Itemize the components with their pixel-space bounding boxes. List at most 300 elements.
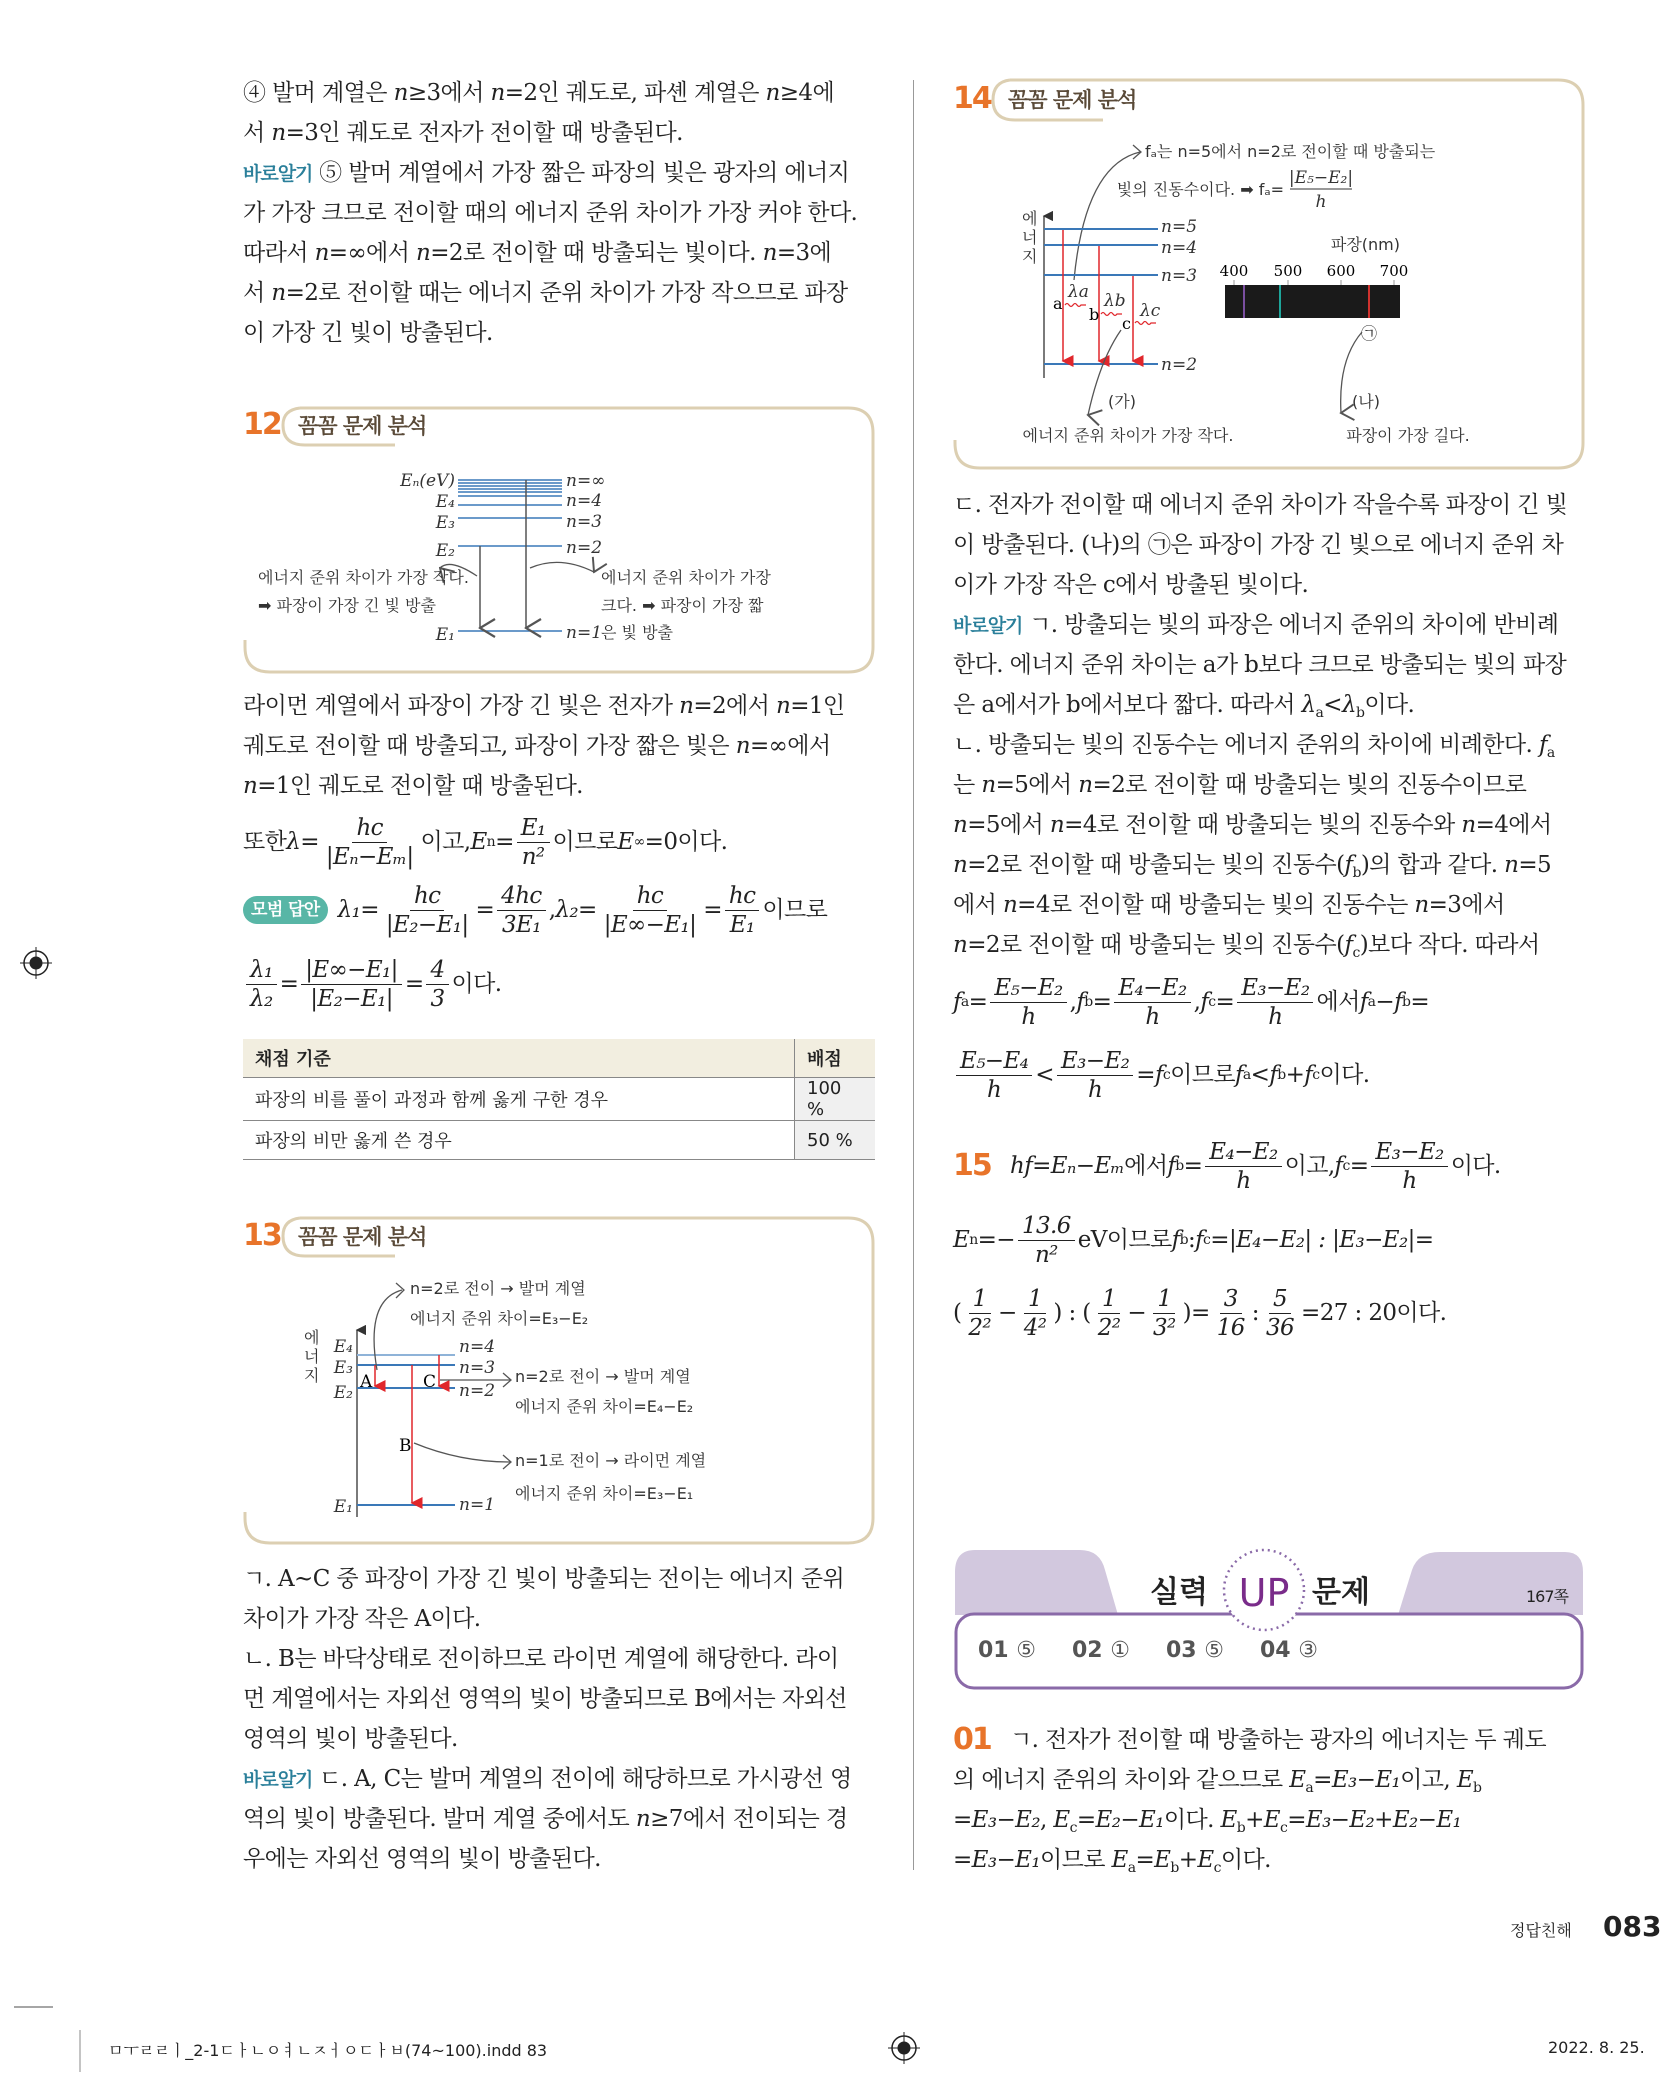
text-run: )의 합과 같다. xyxy=(1360,852,1505,878)
note: ➡ 파장이 가장 긴 빛 방출 xyxy=(258,596,436,615)
numerator: hc xyxy=(410,882,445,911)
text-run: 궤도로 전이할 때 방출되고, 파장이 가장 짧은 빛은 xyxy=(243,733,736,759)
numerator: |E∞−E₁| xyxy=(301,956,402,985)
text-run: < xyxy=(1035,1062,1054,1088)
text-line xyxy=(243,193,873,233)
text-line xyxy=(953,925,1583,965)
text-run: 에서 xyxy=(1316,989,1360,1015)
text-line xyxy=(953,1039,1583,1111)
text-run: 영역의 빛이 방출된다. xyxy=(243,1726,458,1752)
paragraph-q14 xyxy=(953,485,1583,965)
text-line xyxy=(953,725,1583,765)
text-line xyxy=(243,1639,873,1679)
text-line xyxy=(243,73,873,113)
label: (나) xyxy=(1352,392,1380,411)
text-run: : xyxy=(1187,1227,1196,1253)
pointer-curve xyxy=(414,1443,510,1462)
energy-levels xyxy=(458,480,562,631)
text-run: = xyxy=(1215,989,1235,1015)
subscript: b xyxy=(1179,1232,1188,1248)
text-run: =3인 궤도로 전자가 전이할 때 방출된다. xyxy=(285,120,683,146)
text-run: ㄱ. A~C 중 파장이 가장 긴 빛이 방출되는 전이는 에너지 준위 xyxy=(243,1566,845,1592)
math-symbol: E xyxy=(1456,1767,1474,1793)
text-run: =∞에서 xyxy=(328,240,416,266)
numerator: E₅−E₂ xyxy=(990,974,1066,1003)
formula-line xyxy=(953,1204,1583,1276)
text-run: =3에 xyxy=(776,240,832,266)
text-run: 또한 xyxy=(243,829,287,855)
math-symbol: =E xyxy=(1135,1847,1171,1873)
subscript: b xyxy=(1402,994,1411,1010)
denominator: 36 xyxy=(1265,1314,1295,1341)
text-run: = xyxy=(495,829,514,855)
denominator: h xyxy=(1145,1003,1160,1030)
denominator: h xyxy=(1402,1167,1417,1194)
scoring-table xyxy=(243,1039,875,1160)
text-run: 이므로 xyxy=(762,897,828,923)
text-line xyxy=(953,966,1583,1038)
text-line xyxy=(243,153,873,193)
numerator: 1 xyxy=(1024,1285,1046,1314)
fraction xyxy=(1237,974,1313,1031)
text-run: = xyxy=(1183,1153,1203,1179)
numerator: 4 xyxy=(426,956,448,985)
fraction xyxy=(1020,1285,1051,1342)
math-symbol: f xyxy=(953,989,961,1015)
text-line xyxy=(243,1839,873,1879)
text-line xyxy=(953,1720,1583,1760)
denominator: |Eₙ−Eₘ| xyxy=(325,843,414,870)
pointer-curve xyxy=(530,562,594,572)
math-symbol: n xyxy=(314,240,329,266)
denominator: 3² xyxy=(1153,1314,1176,1341)
subscript: a xyxy=(1367,994,1376,1010)
axis-label: 너 xyxy=(304,1347,320,1366)
text-line xyxy=(243,1559,873,1599)
denominator: h xyxy=(1088,1076,1103,1103)
correction-label: 바로알기 xyxy=(243,1769,313,1791)
page-reference: 167쪽 xyxy=(1526,1587,1568,1606)
text-run: ≥7에서 전이되는 경 xyxy=(650,1806,848,1832)
fraction xyxy=(382,882,473,939)
text-run: =1인 xyxy=(790,693,845,719)
question-number-01: 01 xyxy=(953,1722,991,1757)
label: E₄ xyxy=(435,492,455,512)
fraction xyxy=(1149,1285,1180,1342)
subscript: c xyxy=(1213,1860,1221,1876)
paragraph-q12 xyxy=(243,686,873,806)
math-symbol: f xyxy=(1304,1062,1313,1088)
fraction xyxy=(600,882,701,939)
paragraph-q11 xyxy=(243,73,873,353)
text-line xyxy=(243,1599,873,1639)
label: n=1 xyxy=(566,623,603,643)
math-symbol: n xyxy=(271,120,286,146)
math-symbol: f xyxy=(1167,1153,1176,1179)
math-symbol: λ xyxy=(1341,692,1356,718)
text-run: =4로 전이할 때 방출되는 빛의 진동수는 xyxy=(1017,892,1415,918)
text-run: = xyxy=(404,971,424,997)
numerator: 5 xyxy=(1269,1285,1291,1314)
text-run: 이므로 xyxy=(1039,1847,1112,1873)
math-symbol: λ xyxy=(286,829,301,855)
analysis-box-12 xyxy=(243,407,873,672)
numerator: hc xyxy=(725,882,760,911)
formula-line xyxy=(953,1277,1583,1349)
text-run: 이므로 xyxy=(1170,1062,1235,1088)
text-run: 에서 xyxy=(1124,1153,1168,1179)
text-run: 따라서 xyxy=(243,240,315,266)
text-line xyxy=(953,645,1583,685)
fraction xyxy=(246,956,277,1013)
subscript: b xyxy=(1352,865,1361,881)
text-run: ) : ( xyxy=(1053,1300,1091,1326)
text-run: =2로 전이할 때 방출되는 빛의 진동수( xyxy=(967,932,1345,958)
text-line xyxy=(953,1760,1583,1800)
section-label: 정답친해 xyxy=(1510,1921,1572,1940)
text-run: =2로 전이할 때 방출되는 빛의 진동수( xyxy=(967,852,1345,878)
fraction xyxy=(497,882,546,939)
label: λa xyxy=(1068,282,1089,302)
tick-label: 400 xyxy=(1219,262,1249,280)
text-line xyxy=(953,1204,1583,1276)
formula-line xyxy=(953,1039,1583,1111)
subscript: n xyxy=(969,1232,978,1248)
math-symbol: n xyxy=(243,773,258,799)
text-run: , xyxy=(1193,989,1201,1015)
math-symbol: =E₃−E₂+E₂−E₁ xyxy=(1287,1807,1462,1833)
math-symbol: +E xyxy=(1178,1847,1214,1873)
text-run: − xyxy=(1375,989,1395,1015)
label: E₃ xyxy=(333,1358,353,1378)
text-run: = xyxy=(300,829,319,855)
subscript: c xyxy=(1208,994,1216,1010)
denominator: λ₂ xyxy=(250,985,273,1012)
label: n=2 xyxy=(459,1381,496,1401)
numerator: E₃−E₂ xyxy=(1237,974,1313,1003)
label: n=4 xyxy=(459,1337,496,1357)
registration-mark-icon xyxy=(888,2032,920,2064)
text-line xyxy=(243,313,873,353)
math-symbol: n xyxy=(679,693,694,719)
text-run: =∞에서 xyxy=(749,733,831,759)
fraction xyxy=(1018,1212,1075,1269)
denominator: 2² xyxy=(1097,1314,1121,1341)
math-symbol: n xyxy=(490,80,505,106)
answer-item: 04 ③ xyxy=(1260,1638,1319,1663)
text-line xyxy=(953,685,1583,725)
math-symbol: =E₃−E₁ xyxy=(1313,1767,1401,1793)
label: E₁ xyxy=(333,1497,353,1517)
text-run: = xyxy=(360,897,379,923)
text-run: ㄷ. A, C는 발머 계열의 전이에 해당하므로 가시광선 영 xyxy=(312,1766,852,1792)
denominator: h xyxy=(987,1076,1002,1103)
math-symbol: λ₁ xyxy=(337,897,361,923)
math-symbol: f xyxy=(1269,1062,1278,1088)
denominator: 2² xyxy=(968,1314,992,1341)
math-symbol: f xyxy=(1200,989,1209,1015)
criteria-cell: 파장의 비를 풀이 과정과 함께 옳게 구한 경우 xyxy=(243,1078,795,1121)
label: n=3 xyxy=(1161,266,1198,286)
text-run: 이다. xyxy=(1364,692,1415,718)
text-run: eV이므로 xyxy=(1077,1227,1172,1253)
text-run: =2에서 xyxy=(693,693,776,719)
math-symbol: E xyxy=(1111,1847,1128,1873)
text-line xyxy=(953,885,1583,925)
text-run: 는 xyxy=(953,772,982,798)
box-title: 꼼꼼 문제 분석 xyxy=(298,1225,427,1249)
math-symbol: n xyxy=(1414,892,1429,918)
numerator: 1 xyxy=(1153,1285,1175,1314)
text-line xyxy=(243,1759,873,1799)
answer-item: 02 ① xyxy=(1072,1638,1131,1663)
text-line xyxy=(243,273,873,313)
axis-title: 파장(nm) xyxy=(1330,235,1400,254)
subscript: b xyxy=(1473,1780,1482,1796)
text-run: = xyxy=(475,897,495,923)
text-run: ≥4에 xyxy=(779,80,835,106)
math-symbol: f xyxy=(1076,989,1085,1015)
text-run: 우에는 자외선 영역의 빛이 방출된다. xyxy=(243,1846,601,1872)
math-symbol: n xyxy=(271,280,286,306)
tick-label: 600 xyxy=(1326,262,1356,280)
text-run: : xyxy=(1251,1300,1259,1326)
text-run: 이 가장 긴 빛이 방출된다. xyxy=(243,320,493,346)
numerator: 1 xyxy=(1098,1285,1120,1314)
math-symbol: f xyxy=(1334,1153,1343,1179)
question-number-15: 15 xyxy=(953,1148,991,1183)
subscript: a xyxy=(1546,745,1555,761)
math-symbol: f xyxy=(1234,1062,1243,1088)
label: λb xyxy=(1104,291,1126,311)
subscript: n xyxy=(486,834,496,850)
text-run: ⑤ 발머 계열에서 가장 짧은 파장의 빛은 광자의 에너지 xyxy=(312,160,850,186)
math-symbol: n xyxy=(1049,812,1065,838)
label: E₂ xyxy=(333,1383,353,1403)
text-run: ㄱ. 방출되는 빛의 파장은 에너지 준위의 차이에 반비례 xyxy=(1022,612,1559,638)
text-run: 차이가 가장 작은 A이다. xyxy=(243,1606,481,1632)
label: E₁ xyxy=(435,625,455,645)
label: A xyxy=(360,1372,373,1392)
math-symbol: n xyxy=(393,80,408,106)
text-run: 가 가장 크므로 전이할 때의 에너지 준위 차이가 가장 커야 한다. xyxy=(243,200,858,226)
denominator: |E∞−E₁| xyxy=(603,911,697,938)
text-run: = xyxy=(1410,989,1430,1015)
math-symbol: E xyxy=(1289,1767,1306,1793)
subscript: c xyxy=(1342,1158,1350,1174)
note: 에너지 준위 차이=E₃−E₂ xyxy=(410,1309,589,1328)
fraction xyxy=(322,814,418,871)
subscript: c xyxy=(1312,1067,1320,1083)
numerator: E₁ xyxy=(517,814,550,843)
math-symbol: hf=Eₙ−Eₘ xyxy=(1010,1153,1125,1179)
numerator: E₄−E₂ xyxy=(1205,1138,1281,1167)
text-run: = xyxy=(703,897,722,923)
photon-wave xyxy=(1065,304,1086,307)
marker-label: ㉠ xyxy=(1360,324,1378,343)
text-line xyxy=(953,605,1583,645)
math-symbol: f xyxy=(1154,1062,1163,1088)
pointer-curve xyxy=(1074,152,1140,280)
score-cell: 100 % xyxy=(795,1078,876,1121)
text-run: 에서 xyxy=(953,892,1003,918)
spectrum-bar xyxy=(1225,285,1400,318)
subscript: c xyxy=(1203,1232,1211,1248)
text-run: = xyxy=(578,897,597,923)
text-line xyxy=(243,874,873,946)
label: c xyxy=(1122,314,1131,333)
subscript: a xyxy=(1315,705,1324,721)
numerator: 1 xyxy=(969,1285,991,1314)
text-run: ㄷ. 전자가 전이할 때 에너지 준위 차이가 작을수록 파장이 긴 빛 xyxy=(953,492,1568,518)
text-run: 이다. xyxy=(1220,1847,1271,1873)
answer-item: 03 ⑤ xyxy=(1166,1638,1225,1663)
math-symbol: f xyxy=(1195,1227,1204,1253)
paragraph-q01 xyxy=(953,1720,1583,1880)
text-run: ㄴ. B는 바닥상태로 전이하므로 라이먼 계열에 해당한다. 라이 xyxy=(243,1646,839,1672)
text-line xyxy=(243,1799,873,1839)
text-line xyxy=(243,806,873,878)
subscript: c xyxy=(1352,945,1360,961)
text-run: 이고, xyxy=(1284,1153,1335,1179)
axis-label: 지 xyxy=(304,1366,320,1385)
text-run: =5에서 xyxy=(967,812,1050,838)
subscript: c xyxy=(1069,1820,1077,1836)
label: n=3 xyxy=(459,1358,496,1378)
numerator: E₅−E₄ xyxy=(956,1047,1032,1076)
label: E₃ xyxy=(435,513,455,533)
text-run: ④ 발머 계열은 xyxy=(243,80,394,106)
math-symbol: f xyxy=(1394,989,1402,1015)
subscript: c xyxy=(1162,1067,1171,1083)
text-run: = xyxy=(279,971,299,997)
box-title: 꼼꼼 문제 분석 xyxy=(1008,88,1137,112)
subscript: b xyxy=(1170,1860,1179,1876)
text-run: = xyxy=(1349,1153,1369,1179)
fraction xyxy=(964,1285,995,1342)
note: 에너지 준위 차이=E₄−E₂ xyxy=(515,1397,694,1416)
math-symbol: E xyxy=(470,829,487,855)
math-symbol: n xyxy=(762,240,777,266)
label: E₂ xyxy=(435,541,455,561)
note: n=1로 전이 → 라이먼 계열 xyxy=(515,1451,707,1470)
text-run: =2로 전이할 때 방출되는 빛의 진동수이므로 xyxy=(1092,772,1527,798)
text-run: 이다. xyxy=(1319,1062,1370,1088)
subscript: a xyxy=(1242,1067,1251,1083)
text-run: 의 에너지 준위의 차이와 같으므로 xyxy=(953,1767,1290,1793)
numerator: 3 xyxy=(1220,1285,1242,1314)
subscript: b xyxy=(1084,994,1093,1010)
math-symbol: n xyxy=(735,733,750,759)
text-line xyxy=(953,525,1583,565)
subscript: a xyxy=(1305,1780,1314,1796)
label: 은 빛 방출 xyxy=(601,623,673,642)
text-run: ㄴ. 방출되는 빛의 진동수는 에너지 준위의 차이에 비례한다. xyxy=(953,732,1539,758)
math-symbol: λ xyxy=(1301,692,1316,718)
file-name: ㅁㅜㄹㄹㅣ_2-1ㄷㅏㄴㅇㅕㄴㅈㅓㅇㄷㅏㅂ(74~100).indd 83 xyxy=(108,2041,548,2060)
text-line xyxy=(953,765,1583,805)
label: n=5 xyxy=(1161,217,1198,237)
text-run: , xyxy=(1069,989,1077,1015)
score-cell: 50 % xyxy=(795,1121,876,1160)
text-line xyxy=(243,726,873,766)
fraction xyxy=(426,956,448,1013)
math-symbol: n xyxy=(415,240,431,266)
text-run: = xyxy=(1136,1062,1155,1088)
numerator: hc xyxy=(633,882,668,911)
denominator: 16 xyxy=(1216,1314,1245,1341)
analysis-box-13 xyxy=(243,1218,873,1543)
math-symbol: n xyxy=(1002,892,1018,918)
text-run: 이다. xyxy=(451,971,502,997)
box-border xyxy=(245,408,873,672)
text-run: 이다. xyxy=(1163,1807,1221,1833)
formula-line xyxy=(243,948,873,1020)
math-symbol: =E₃−E₂ xyxy=(953,1807,1040,1833)
fraction xyxy=(1213,1285,1249,1342)
subscript: b xyxy=(1175,1158,1184,1174)
denominator: n² xyxy=(521,843,545,870)
text-run: 이가 가장 작은 c에서 방출된 빛이다. xyxy=(953,572,1309,598)
table-header-row xyxy=(243,1039,875,1078)
denominator: 3E₁ xyxy=(502,911,541,938)
pointer-curve xyxy=(374,1290,402,1370)
text-line xyxy=(953,845,1583,885)
text-run: ( xyxy=(953,1300,962,1326)
axis-label: 에 xyxy=(304,1328,320,1347)
text-line xyxy=(243,686,873,726)
text-run: )보다 작다. 따라서 xyxy=(1359,932,1540,958)
tick-label: 500 xyxy=(1273,262,1303,280)
note: 파장이 가장 길다. xyxy=(1346,426,1470,445)
note: 에너지 준위 차이가 가장 xyxy=(601,568,771,587)
question-number: 14 xyxy=(953,81,991,116)
math-symbol: =E₃−E₁ xyxy=(953,1847,1040,1873)
text-run: =4로 전이할 때 방출되는 빛의 진동수와 xyxy=(1064,812,1462,838)
text-run: 라이먼 계열에서 파장이 가장 긴 빛은 전자가 xyxy=(243,693,680,719)
text-run: 먼 계열에서는 자외선 영역의 빛이 방출되므로 B에서는 자외선 xyxy=(243,1686,847,1712)
text-line xyxy=(243,1679,873,1719)
math-symbol: f xyxy=(1344,932,1353,958)
formula-line xyxy=(1010,1130,1583,1202)
fraction xyxy=(1262,1285,1298,1342)
text-run: =1인 궤도로 전이할 때 방출된다. xyxy=(257,773,583,799)
numerator: hc xyxy=(352,814,387,843)
text-line xyxy=(953,1800,1583,1840)
math-symbol: f xyxy=(1359,989,1368,1015)
label: C xyxy=(423,1372,437,1392)
box-title: 꼼꼼 문제 분석 xyxy=(298,414,427,438)
text-run: , xyxy=(1039,1807,1054,1833)
denominator: |E₂−E₁| xyxy=(310,985,393,1012)
correction-label: 바로알기 xyxy=(953,615,1023,637)
denominator: h xyxy=(1268,1003,1283,1030)
criteria-cell: 파장의 비만 옳게 쓴 경우 xyxy=(243,1121,795,1160)
math-symbol: n xyxy=(1078,772,1093,798)
text-line xyxy=(243,233,873,273)
text-run: = xyxy=(1092,989,1112,1015)
text-run: 서 xyxy=(243,120,272,146)
formula-line xyxy=(243,806,873,878)
subscript: b xyxy=(1277,1067,1286,1083)
text-run: , xyxy=(548,897,556,923)
note: n=2로 전이 → 발머 계열 xyxy=(410,1279,586,1298)
math-symbol: +E xyxy=(1245,1807,1280,1833)
fraction xyxy=(956,1047,1032,1104)
answer-item: 01 ⑤ xyxy=(978,1638,1037,1663)
registration-mark-icon xyxy=(20,947,52,979)
label: n=2 xyxy=(566,538,603,558)
